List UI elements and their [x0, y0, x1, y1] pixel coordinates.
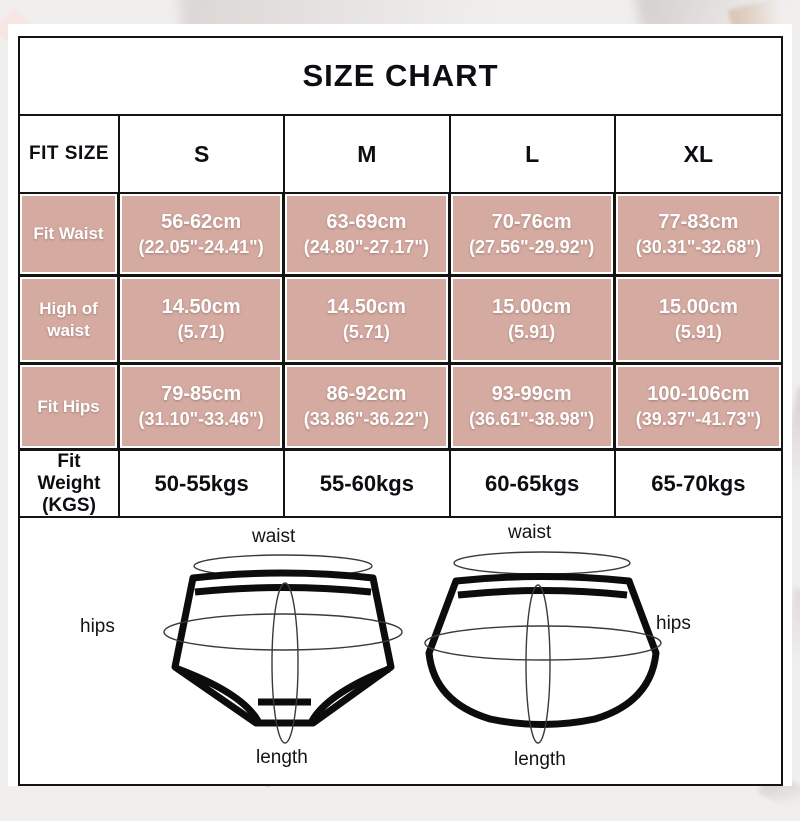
value-inch: (5.71)	[342, 322, 390, 343]
cell-high-waist-xl	[616, 277, 781, 365]
page-title: SIZE CHART	[302, 58, 499, 93]
value-inch: (27.56"-29.92")	[469, 236, 595, 257]
value-inch: (39.37"-41.73")	[635, 409, 761, 430]
table-row-fit-weight	[20, 451, 781, 518]
value-cm: 77-83cm	[658, 210, 739, 233]
value-cm: 79-85cm	[161, 383, 242, 406]
value-inch: (5.71)	[177, 322, 225, 343]
front-hips-label: hips	[80, 616, 115, 637]
cell-high-waist-m	[285, 277, 450, 365]
value-inch: (33.86"-36.22")	[303, 409, 429, 430]
cell-fit-waist-m	[285, 194, 450, 277]
header-size-s: S	[120, 116, 285, 192]
cell-high-waist-l	[451, 277, 616, 365]
cell-fit-waist-s	[120, 194, 285, 277]
value-cm: 15.00cm	[492, 296, 572, 319]
front-waist-label: waist	[252, 526, 296, 547]
value-inch: (5.91)	[508, 322, 556, 343]
table-title-row	[20, 38, 781, 116]
cell-weight-s: 50-55kgs	[120, 451, 285, 517]
table-row-fit-hips	[20, 365, 781, 451]
panty-front-view-diagram	[160, 551, 410, 751]
table-row-high-of-waist	[20, 277, 781, 365]
value-cm: 70-76cm	[491, 210, 572, 233]
back-hips-label: hips	[656, 613, 691, 634]
header-fit-size: FIT SIZE	[20, 116, 120, 192]
row-label-fit-weight: Fit Weight (KGS)	[20, 451, 120, 517]
cell-fit-hips-s	[120, 365, 285, 451]
size-chart-table	[18, 36, 783, 786]
value-cm: 14.50cm	[161, 296, 241, 319]
value-cm: 86-92cm	[326, 383, 407, 406]
back-waist-label: waist	[508, 522, 552, 543]
header-size-m: M	[285, 116, 450, 192]
row-label-fit-hips: Fit Hips	[20, 365, 120, 451]
cell-fit-hips-l	[451, 365, 616, 451]
front-length-label: length	[256, 747, 308, 768]
back-length-label: length	[514, 749, 566, 770]
cell-weight-m: 55-60kgs	[285, 451, 450, 517]
table-row-fit-waist	[20, 194, 781, 277]
value-inch: (31.10"-33.46")	[138, 409, 264, 430]
row-label-high-of-waist: High of waist	[20, 277, 120, 365]
cell-fit-waist-l	[451, 194, 616, 277]
back-waist-ellipse	[454, 552, 630, 574]
value-inch: (36.61"-38.98")	[469, 409, 595, 430]
value-inch: (24.80"-27.17")	[303, 236, 429, 257]
measurement-diagrams	[20, 518, 781, 784]
cell-fit-hips-m	[285, 365, 450, 451]
cell-high-waist-s	[120, 277, 285, 365]
panty-back-view-diagram	[420, 551, 670, 751]
value-cm: 93-99cm	[491, 383, 572, 406]
cell-weight-xl: 65-70kgs	[651, 470, 746, 496]
header-size-xl: XL	[683, 140, 714, 167]
size-chart-card	[8, 24, 792, 786]
value-cm: 14.50cm	[326, 296, 406, 319]
value-cm: 100-106cm	[647, 383, 750, 406]
value-inch: (5.91)	[674, 322, 722, 343]
table-header-row	[20, 116, 781, 194]
cell-weight-l: 60-65kgs	[451, 451, 616, 517]
header-size-l: L	[451, 116, 616, 192]
value-inch: (22.05"-24.41")	[138, 236, 264, 257]
value-inch: (30.31"-32.68")	[635, 236, 761, 257]
value-cm: 63-69cm	[326, 210, 407, 233]
row-label-fit-waist: Fit Waist	[20, 194, 120, 277]
back-panty-outline	[429, 577, 656, 725]
cell-fit-waist-xl	[616, 194, 781, 277]
value-cm: 15.00cm	[658, 296, 738, 319]
cell-fit-hips-xl	[616, 365, 781, 451]
value-cm: 56-62cm	[161, 210, 242, 233]
